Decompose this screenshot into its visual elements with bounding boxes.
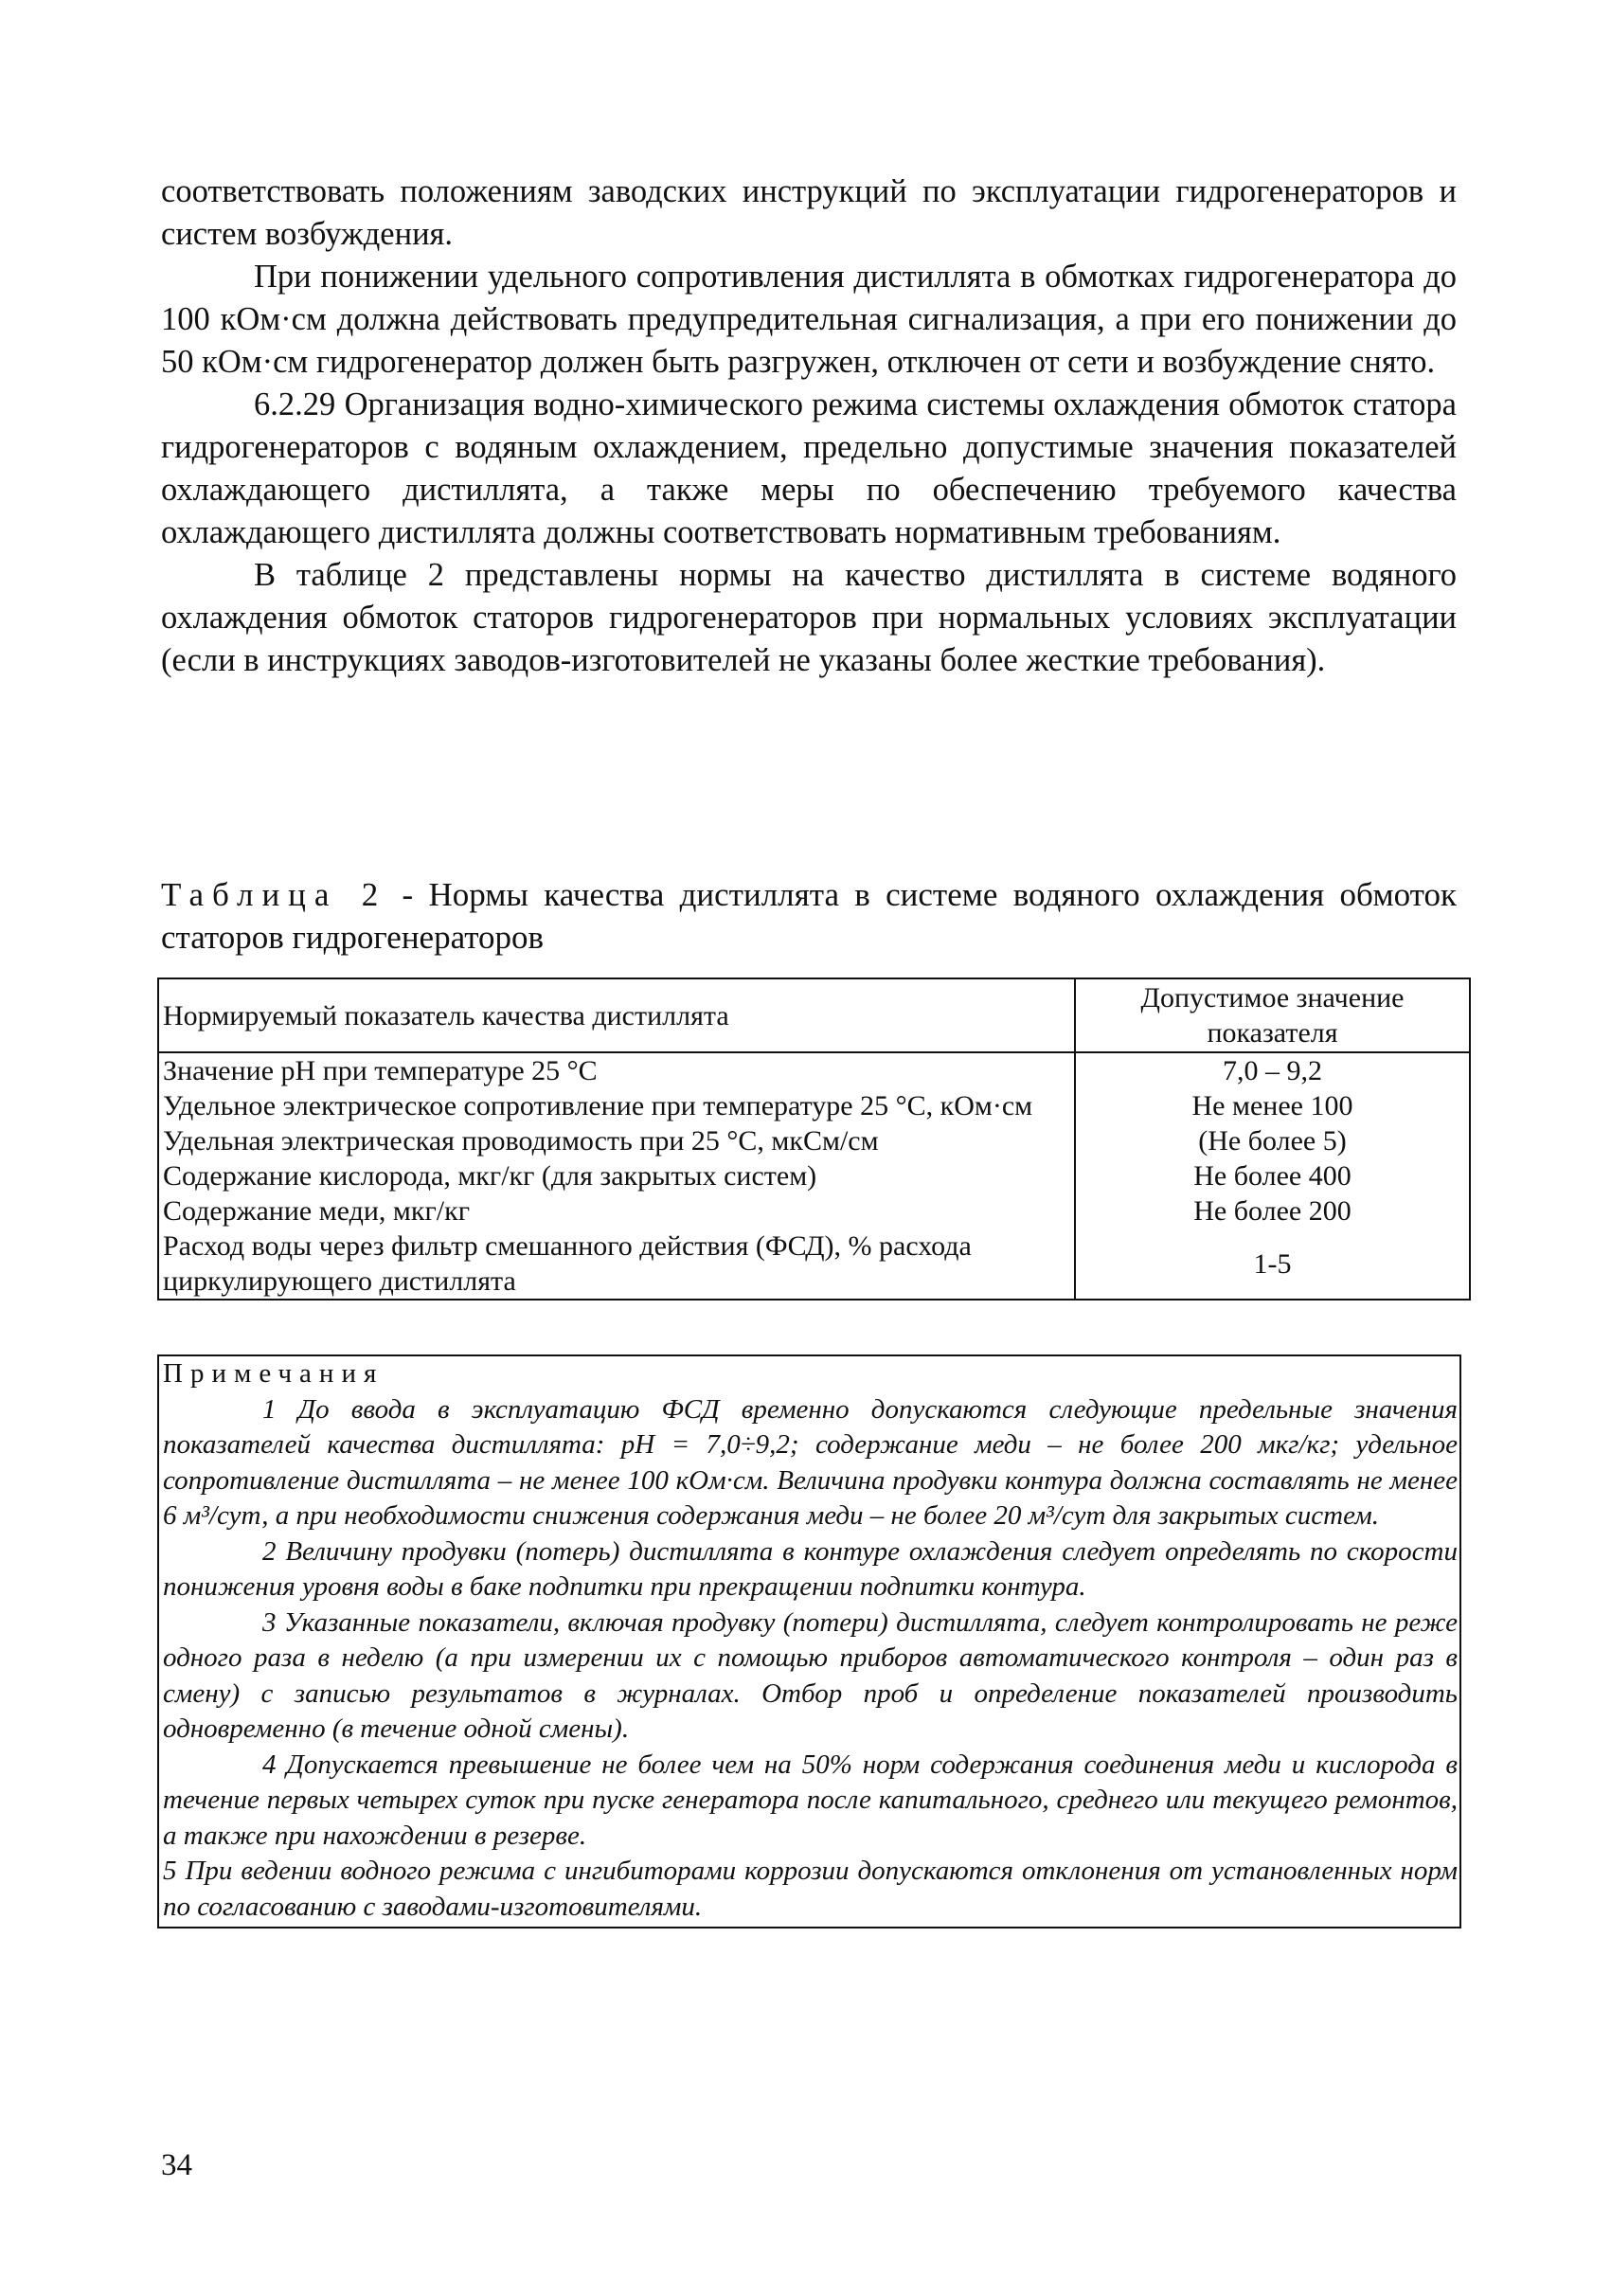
table-header-row xyxy=(158,978,1470,1052)
row-value: (Не более 5) xyxy=(1075,1123,1470,1158)
table-row xyxy=(158,1123,1470,1158)
header-indicator: Нормируемый показатель качества дистиллята xyxy=(158,978,1075,1052)
paragraph-table-intro: В таблице 2 представлены нормы на качество дистиллята в системе водяного охлаждения обмоток статоров гидрогенераторов при нормальных условиях эксплуатации (если в инструкциях заводов-изготовителей не указаны более жесткие требования). xyxy=(161,557,1457,678)
table-row xyxy=(158,1088,1470,1123)
table-row xyxy=(158,1193,1470,1229)
row-value: Не более 200 xyxy=(1075,1193,1470,1229)
note-item: 3 Указанные показатели, включая продувку (потери) дистиллята, следует контролировать не реже одного раза в неделю (а при измерении их с помощью приборов автоматического контроля – один раз в смену) с записью результатов в журналах. Отбор проб и определение показателей производить одновременно (в течение одной смены). xyxy=(163,1606,1458,1744)
table-row xyxy=(158,1158,1470,1193)
row-indicator: Удельное электрическое сопротивление при температуре 25 °С, кОм·см xyxy=(158,1088,1075,1123)
table-row xyxy=(158,1052,1470,1088)
notes-title: Примечания xyxy=(163,1358,385,1389)
row-value: 1-5 xyxy=(1075,1229,1470,1300)
table-notes xyxy=(157,1354,1461,1928)
row-value: Не более 400 xyxy=(1075,1158,1470,1193)
table-row xyxy=(158,1229,1470,1300)
body-text xyxy=(161,170,1457,682)
table-caption-text: - Нормы качества дистиллята в системе водяного охлаждения обмоток статоров гидрогенераторов xyxy=(161,876,1457,956)
row-indicator: Удельная электрическая проводимость при 25 °С, мкСм/см xyxy=(158,1123,1075,1158)
row-indicator: Содержание кислорода, мкг/кг (для закрытых систем) xyxy=(158,1158,1075,1193)
note-item: 1 До ввода в эксплуатацию ФСД временно допускаются следующие предельные значения показателей качества дистиллята: pH = 7,0÷9,2; содержание меди – не более 200 мкг/кг; удельное сопротивление дистиллята – не менее 100 кОм·см. Величина продувки контура должна составлять не менее 6 м³/сут, а при необходимости снижения содержания меди – не более 20 м³/сут для закрытых систем. xyxy=(163,1393,1458,1531)
norms-table xyxy=(157,978,1471,1300)
header-value: Допустимое значение показателя xyxy=(1075,978,1470,1052)
paragraph-alarm: При понижении удельного сопротивления дистиллята в обмотках гидрогенератора до 100 кОм·см должна действовать предупредительная сигнализация, а при его понижении до 50 кОм·см гидрогенератор должен быть разгружен, отключен от сети и возбуждение снято. xyxy=(161,259,1457,380)
note-item: 4 Допускается превышение не более чем на 50% норм содержания соединения меди и кислорода в течение первых четырех суток при пуске генератора после капитального, среднего или текущего ремонтов, а также при нахождении в резерве. xyxy=(163,1749,1458,1851)
table-caption xyxy=(161,873,1457,959)
row-indicator: Значение pH при температуре 25 °С xyxy=(158,1052,1075,1088)
table-caption-label: Таблица 2 xyxy=(161,876,387,913)
row-indicator: Содержание меди, мкг/кг xyxy=(158,1193,1075,1229)
row-value: 7,0 – 9,2 xyxy=(1075,1052,1470,1088)
paragraph-continuation: соответствовать положениям заводских инструкций по эксплуатации гидрогенераторов и систем возбуждения. xyxy=(161,173,1457,252)
note-item: 5 При ведении водного режима с ингибиторами коррозии допускаются отклонения от установленных норм по согласованию с заводами-изготовителями. xyxy=(163,1856,1458,1922)
page-number: 34 xyxy=(161,2148,192,2182)
row-indicator: Расход воды через фильтр смешанного действия (ФСД), % расхода циркулирующего дистиллята xyxy=(158,1229,1075,1300)
note-item: 2 Величину продувки (потерь) дистиллята в контуре охлаждения следует определять по скорости понижения уровня воды в баке подпитки при прекращении подпитки контура. xyxy=(163,1535,1458,1602)
paragraph-6-2-29: 6.2.29 Организация водно-химического режима системы охлаждения обмоток статора гидрогенераторов с водяным охлаждением, предельно допустимые значения показателей охлаждающего дистиллята, а также меры по обеспечению требуемого качества охлаждающего дистиллята должны соответствовать нормативным требованиям. xyxy=(161,386,1457,550)
row-value: Не менее 100 xyxy=(1075,1088,1470,1123)
